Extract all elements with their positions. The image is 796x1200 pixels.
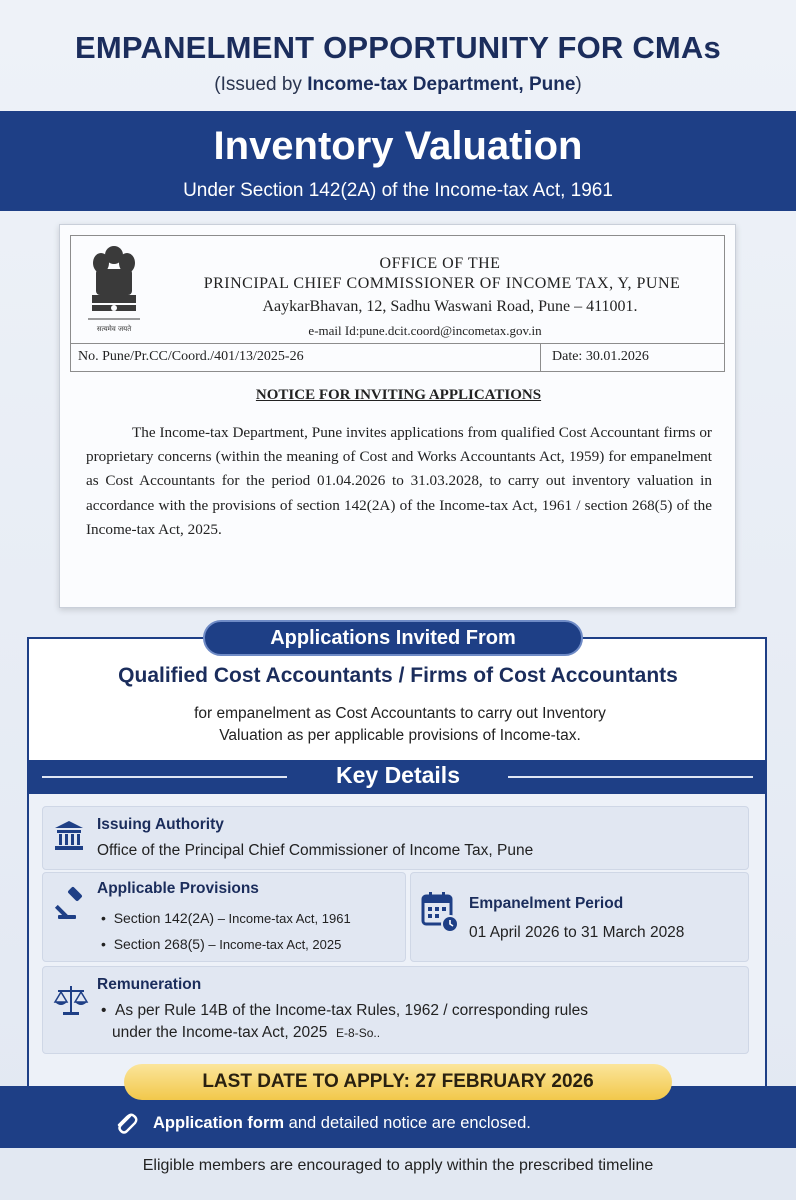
issuing-authority-value: Office of the Principal Chief Commissioner of Income Tax, Pune	[97, 842, 534, 859]
qualified-desc-line-2: Valuation as per applicable provisions of Income-tax.	[219, 727, 581, 744]
qualified-title: Qualified Cost Accountants / Firms of Cost Accountants	[118, 664, 678, 687]
provision-1-act: – Income-tax Act, 1961	[214, 911, 351, 926]
band-title: Inventory Valuation	[213, 124, 583, 168]
headline: EMPANELMENT OPPORTUNITY FOR CMAs	[75, 30, 721, 65]
empanelment-period-card	[410, 872, 749, 962]
key-details-title: Key Details	[335, 762, 460, 788]
office-line-2: PRINCIPAL CHIEF COMMISSIONER OF INCOME TAX, Y, PUNE	[203, 275, 681, 292]
enclosed-rest: and detailed notice are enclosed.	[284, 1114, 531, 1132]
office-line-1: OFFICE OF THE	[379, 255, 501, 272]
office-email: e-mail Id:pune.dcit.coord@incometax.gov.in	[308, 323, 542, 338]
letterhead-divider	[70, 343, 725, 344]
remuneration-line-1: • As per Rule 14B of the Income-tax Rules, 1962 / corresponding rules	[101, 1002, 589, 1019]
band-subtitle: Under Section 142(2A) of the Income-tax Act, 1961	[183, 180, 613, 201]
applicable-provisions-label: Applicable Provisions	[97, 880, 259, 897]
empanelment-period-label: Empanelment Period	[469, 895, 624, 912]
remuneration-tail: E-8-So..	[336, 1026, 381, 1040]
issued-by: Income-tax Department, Pune	[307, 74, 576, 95]
eligible-note: Eligible members are encouraged to apply within the prescribed timeline	[142, 1157, 654, 1174]
enclosed-note	[153, 1114, 531, 1133]
issuing-authority-label: Issuing Authority	[97, 816, 224, 833]
empanelment-period-value: 01 April 2026 to 31 March 2028	[469, 924, 685, 941]
national-emblem-icon	[84, 241, 144, 337]
notice-date: Date: 30.01.2026	[552, 349, 649, 364]
building-icon	[52, 818, 86, 852]
scales-icon	[53, 984, 89, 1016]
notice-title: NOTICE FOR INVITING APPLICATIONS	[255, 387, 542, 403]
issued-prefix: (Issued by	[214, 74, 308, 95]
remuneration-line-2	[112, 1024, 380, 1042]
provision-item-2: • Section 268(5) – Income-tax Act, 2025	[101, 936, 342, 952]
reference-number: No. Pune/Pr.CC/Coord./401/13/2025-26	[78, 349, 304, 364]
qualified-desc-line-1: for empanelment as Cost Accountants to carry out Inventory	[194, 705, 606, 722]
issued-by-line	[0, 74, 796, 96]
notice-document	[59, 224, 736, 608]
provision-2-section: Section 268(5)	[113, 936, 205, 952]
notice-body-paragraph: The Income-tax Department, Pune invites applications from qualified Cost Accountant firms or proprietary concerns (within the meaning of Cost and Works Accountants Act, 1959) for empanelment as Cost Accountants for the period 01.04.2026 to 31.03.2028, to carry out inventory valuation in accordance with the provisions of section 142(2A) of the Income-tax Act, 1961 / section 268(5) of the Income-tax Act, 2025.	[86, 424, 712, 538]
provision-1-section: Section 142(2A)	[113, 910, 215, 926]
emblem-caption: सत्यमेव जयते	[96, 325, 132, 333]
remuneration-text-2: under the Income-tax Act, 2025	[112, 1024, 328, 1041]
calendar-icon	[420, 890, 460, 934]
provision-2-act: – Income-tax Act, 2025	[204, 937, 342, 952]
provision-item-1: • Section 142(2A) – Income-tax Act, 1961	[101, 910, 351, 926]
remuneration-label: Remuneration	[97, 976, 202, 993]
qualified-description	[140, 703, 660, 747]
issued-suffix: )	[575, 74, 582, 95]
notice-body	[86, 421, 712, 542]
letterhead-vline	[540, 343, 541, 372]
paperclip-icon	[112, 1110, 140, 1138]
remuneration-text-1: As per Rule 14B of the Income-tax Rules, 1962 / corresponding rules	[115, 1002, 589, 1019]
office-address: AaykarBhavan, 12, Sadhu Waswani Road, Pune – 411001.	[262, 298, 638, 315]
gavel-icon	[54, 886, 90, 922]
applications-pill: Applications Invited From	[203, 620, 583, 656]
enclosed-bold: Application form	[153, 1114, 285, 1132]
last-date-banner: LAST DATE TO APPLY: 27 FEBRUARY 2026	[124, 1064, 672, 1100]
